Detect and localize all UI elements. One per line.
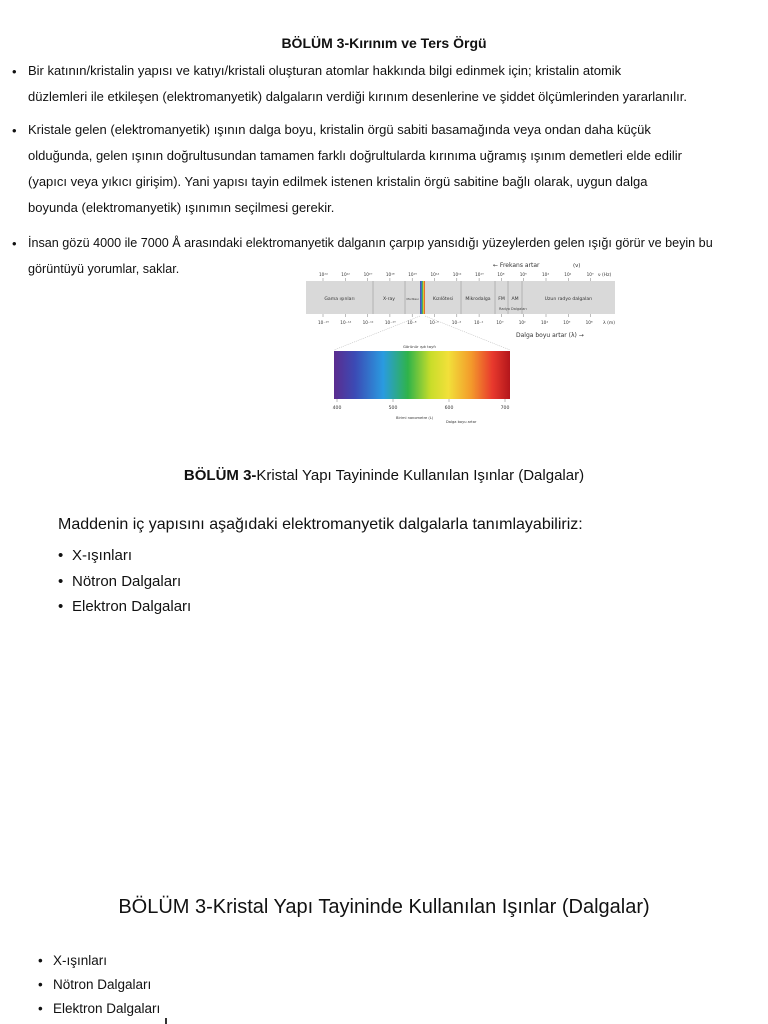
freq-tick-label: 10² — [564, 272, 572, 277]
visible-tick-labels — [333, 399, 510, 411]
visible-spectrum-bar — [334, 351, 510, 399]
freq-tick-label: 10⁰ — [586, 272, 594, 277]
freq-tick-labels — [319, 272, 594, 281]
bullet-marker: • — [12, 64, 17, 79]
freq-tick-label: 10¹⁶ — [408, 272, 417, 277]
visible-tick-label: 600 — [444, 406, 454, 411]
band-label: FM — [498, 297, 505, 302]
bullet1-line2: düzlemleri ile etkileşen (elektromanyetik) dalgaların verdiği kırınım desenlerine ve şiddet ölçümlerinden yararlanılır. — [28, 89, 687, 104]
visible-band-strip — [420, 281, 425, 314]
wave-tick-label: 10⁴ — [541, 320, 549, 325]
bullet1-line1: Bir katının/kristalin yapısı ve katıyı/kristali oluşturan atomlar hakkında bilgi edinmek için; kristalin atomik — [28, 63, 622, 78]
bullet-marker: • — [12, 123, 17, 138]
freq-tick-label: 10⁴ — [542, 272, 550, 277]
freq-tick-label: 10²⁰ — [363, 272, 373, 277]
freq-tick-label: 10¹² — [452, 272, 462, 277]
list-item: • X-ışınları — [38, 949, 160, 973]
bullet2-line3: (yapıcı veya yıkıcı girişim). Yani yapısı tayin edilmek istenen kristalin örgü sabitine bağlı olarak, uygun dalga — [28, 174, 648, 189]
band-label: X-ray — [383, 297, 395, 302]
section2-intro: Maddenin iç yapısını aşağıdaki elektromanyetik dalgalarla tanımlayabiliriz: — [58, 516, 583, 533]
list-item: • X-ışınları — [58, 543, 191, 569]
wavelength-tick-labels — [318, 314, 593, 325]
band-label: Mikrodalga — [465, 297, 491, 302]
band-label: Gama ışınları — [324, 297, 355, 302]
section3-title-rest: Kristal Yapı Tayininde Kullanılan Işınlar (Dalgalar) — [212, 896, 650, 918]
wave-tick-label: 10⁻¹² — [362, 320, 374, 325]
bullet3-line1: İnsan gözü 4000 ile 7000 Å arasındaki elektromanyetik dalganın çarpıp yansıdığı yüzeylerden gelen ışığı görür ve beyin bu — [28, 236, 713, 250]
section2-list — [58, 543, 191, 620]
bullet3-line2: görüntüyü yorumlar, saklar. — [28, 262, 180, 276]
section1-title: BÖLÜM 3-Kırınım ve Ters Örgü — [281, 35, 487, 51]
visible-arrow-label: Dalga boyu artar — [446, 420, 477, 424]
freq-tick-label: 10⁸ — [497, 272, 505, 277]
section2-title-rest: Kristal Yapı Tayininde Kullanılan Işınlar (Dalgalar) — [256, 467, 585, 484]
section2-title — [0, 467, 768, 484]
visible-tick-label: 500 — [388, 406, 398, 411]
freq-tick-label: 10¹⁴ — [430, 272, 440, 277]
wave-tick-label: 10⁻¹⁶ — [318, 320, 329, 325]
bullet1-text — [28, 58, 756, 110]
wave-tick-label: 10⁻¹⁰ — [384, 320, 396, 325]
freq-unit: ν (Hz) — [598, 273, 612, 278]
section3-title-bold: BÖLÜM 3- — [118, 896, 213, 918]
wave-tick-label: 10⁸ — [585, 320, 593, 325]
visible-tick-label: 700 — [500, 406, 510, 411]
bullet2-text — [28, 117, 756, 221]
bullet-marker: • — [12, 236, 17, 251]
freq-tick-label: 10¹⁰ — [475, 272, 484, 277]
visible-tick-label: 400 — [332, 406, 342, 411]
freq-label: ← Frekans artar — [493, 262, 540, 269]
freq-tick-label: 10²⁴ — [319, 272, 328, 277]
wave-tick-label: 10⁶ — [563, 320, 571, 325]
bullet2-line1: Kristale gelen (elektromanyetik) ışının dalga boyu, kristalin örgü sabiti basamağında veya ondan daha küçük — [28, 122, 651, 137]
page-edge-mark — [165, 1018, 167, 1024]
wave-tick-label: 10⁰ — [496, 320, 504, 325]
wave-label: Dalga boyu artar (λ) → — [516, 332, 584, 339]
band-label: Uzun radyo dalgaları — [544, 297, 593, 302]
section3-title — [0, 896, 768, 919]
wave-tick-label: 10⁻⁸ — [407, 320, 417, 325]
visible-unit-label: Birimi nanometre (L) — [396, 416, 434, 420]
wave-unit: λ (m) — [603, 321, 615, 326]
list-item: • Elektron Dalgaları — [38, 997, 160, 1021]
freq-tick-label: 10⁶ — [519, 272, 527, 277]
visible-spectrum-label: Görünür ışık tayfı — [403, 344, 436, 349]
freq-tick-label: 10¹⁸ — [385, 272, 395, 277]
em-spectrum-figure — [300, 256, 622, 428]
bullet2-line2: olduğunda, gelen ışının doğrultusundan tamamen farklı doğrultularda kırınıma uğramış ışınım demetleri elde edilir — [28, 148, 682, 163]
list-item: • Nötron Dalgaları — [38, 973, 160, 997]
wave-tick-label: 10⁻¹⁴ — [340, 320, 352, 325]
band-label: Morötesi — [406, 297, 419, 301]
section2-title-bold: BÖLÜM 3- — [183, 467, 257, 484]
wave-tick-label: 10⁻⁶ — [429, 320, 439, 325]
bullet2-line4: boyunda (elektromanyetik) ışınımın seçilmesi gerekir. — [28, 200, 335, 215]
band-label: AM — [511, 297, 519, 302]
list-item: • Elektron Dalgaları — [58, 594, 191, 620]
wave-tick-label: 10² — [518, 320, 526, 325]
wave-tick-label: 10⁻² — [474, 320, 484, 325]
radio-waves-label: Radyo Dalgaları — [499, 307, 527, 311]
section3-list — [38, 949, 160, 1021]
wave-tick-label: 10⁻⁴ — [451, 320, 462, 325]
band-label: Kızılötesi — [432, 297, 454, 302]
freq-tick-label: 10²² — [341, 272, 350, 277]
freq-symbol: (ν) — [573, 263, 581, 269]
list-item: • Nötron Dalgaları — [58, 569, 191, 595]
